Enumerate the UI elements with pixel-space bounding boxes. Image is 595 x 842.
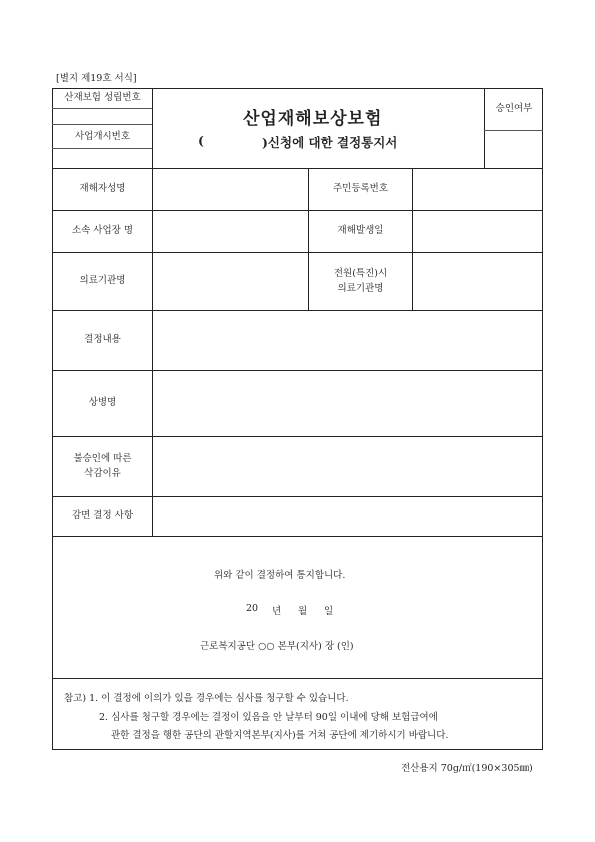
header-line-1 [52, 108, 152, 109]
header-line-2 [52, 124, 152, 125]
date-year-unit: 년 [272, 606, 282, 617]
transfer-label-line1: 전원(특진)시 [333, 268, 388, 280]
reason-label-line1: 불승인에 따른 [73, 453, 132, 465]
victim-name-label: 재해자성명 [79, 183, 126, 195]
reg-no-label: 산재보험 성립번호 [64, 92, 141, 104]
col-line-3 [412, 168, 413, 310]
reduction-items-label: 감면 결정 사항 [71, 510, 134, 522]
date-day-unit: 일 [324, 606, 334, 617]
row-line-8 [52, 536, 543, 537]
date-month-unit: 월 [298, 606, 308, 617]
resident-no-label: 주민등록번호 [332, 183, 389, 195]
injury-name-label: 상병명 [88, 397, 117, 409]
business-start-label: 사업개시번호 [74, 130, 131, 142]
transfer-institution-label [309, 253, 412, 310]
header-line-3 [52, 148, 152, 149]
rejection-reason-label [53, 437, 152, 496]
form-subtitle: )신청에 대한 결정통지서 [262, 135, 398, 150]
header-left-divider [152, 88, 153, 168]
reason-label-line2: 삭감이유 [84, 467, 121, 479]
row-line-9 [52, 678, 543, 679]
header-line-4 [484, 130, 543, 131]
form-title: 산업재해보상보험 [243, 109, 383, 129]
paper-spec: 전산용지 70g/㎡(190×305㎜) [401, 763, 533, 774]
notice-statement: 위와 같이 결정하여 통지합니다. [214, 570, 346, 581]
decision-content-label: 결정내용 [84, 334, 121, 346]
accident-date-label: 재해발생일 [337, 225, 384, 237]
transfer-label-line2: 의료기관명 [337, 282, 384, 294]
col-line-1 [152, 168, 153, 536]
form-number: [별지 제19호 서식] [56, 73, 137, 84]
note-2-line1: 2. 심사를 청구할 경우에는 결정이 있음을 안 날부터 90일 이내에 당해 보험급여에 [99, 712, 438, 723]
note-1: 참고) 1. 이 결정에 이의가 있을 경우에는 심사를 청구할 수 있습니다. [64, 693, 349, 704]
approval-label: 승인여부 [495, 102, 533, 114]
note-2-line2: 관한 결정을 행한 공단의 관할지역본부(지사)를 거쳐 공단에 제기하시기 바랍니다. [111, 730, 449, 741]
title-paren-open: ( [198, 133, 204, 148]
issuer-line: 근로복지공단 ○○ 본부(지사) 장 (인) [200, 641, 354, 652]
date-year: 20 [246, 603, 259, 614]
workplace-name-label: 소속 사업장 명 [71, 225, 134, 237]
medical-institution-label: 의료기관명 [79, 275, 126, 287]
